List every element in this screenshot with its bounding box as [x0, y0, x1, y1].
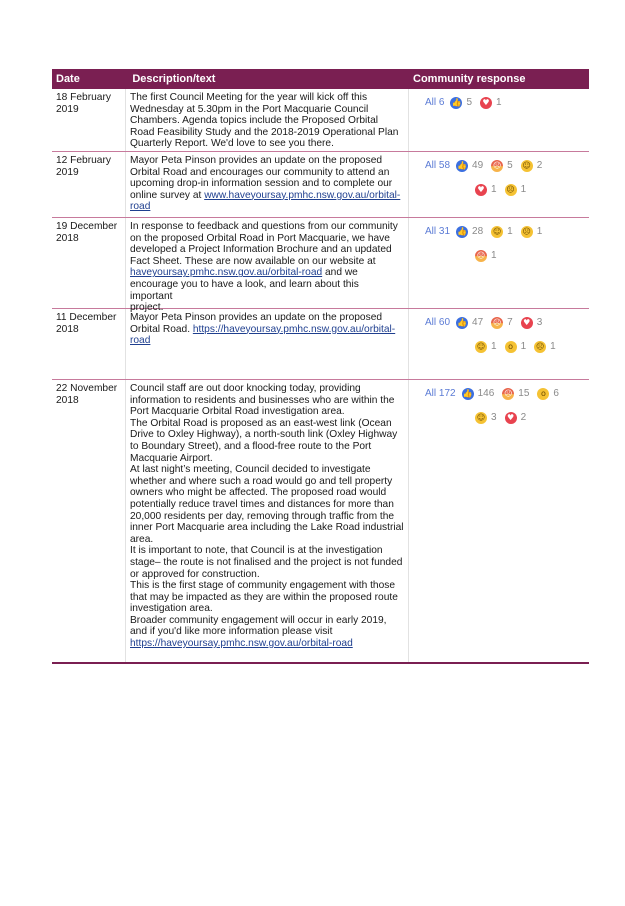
reaction-count: 3 — [536, 317, 543, 329]
reaction-count: 5 — [507, 160, 513, 172]
sad-face-icon: ☹ — [522, 227, 531, 236]
row-date: 11 December 2018 — [52, 309, 126, 379]
description-text: information to residents and businesses who are within the — [130, 394, 395, 406]
reaction-line — [425, 410, 589, 426]
thumbs-up-icon: 👍 — [462, 389, 473, 398]
reaction-love — [521, 317, 543, 329]
thumbs-up-icon: 👍 — [457, 227, 467, 236]
reaction-count: 1 — [491, 250, 497, 262]
reaction-haha — [475, 341, 497, 353]
description-text: whether and where such a road would go and tell property — [130, 475, 393, 487]
description-text: Drive to Oxley Highway), a north-south link (Oxley Highway — [130, 429, 398, 441]
survey-link[interactable]: road — [130, 335, 151, 347]
description-text: Macquarie Airport. — [130, 452, 213, 464]
reaction-like — [456, 226, 483, 238]
reaction-count: 146 — [477, 388, 495, 400]
description-text: Mayor Peta Pinson provides an update on the proposed — [130, 312, 383, 323]
description-text: on the proposed Orbital Road in Port Macquarie, we have — [130, 232, 390, 244]
description-text: It is important to note, that Council is at the investigation — [130, 545, 383, 557]
description-text: inner Port Macquarie area including the Lake Road industrial — [130, 522, 404, 534]
description-text: area. — [130, 533, 154, 545]
description-text: This is the first stage of community engagement with those — [130, 580, 395, 592]
reaction-line — [425, 95, 589, 111]
reaction-love — [480, 97, 502, 109]
reaction-count: 1 — [507, 226, 513, 238]
reaction-haha — [475, 412, 497, 424]
description-text: Wednesday at 5.30pm in the Port Macquarie Council — [130, 103, 369, 115]
sad-face-icon: ☹ — [535, 342, 545, 351]
reaction-count: 1 — [520, 184, 527, 196]
description-text: The first Council Meeting for the year will kick off this — [130, 92, 368, 103]
survey-link[interactable]: haveyoursay.pmhc.nsw.gov.au/orbital-road — [130, 267, 323, 279]
description-text: and if you'd like more information please visit — [130, 626, 333, 638]
survey-link[interactable]: https://haveyoursay.pmhc.nsw.gov.au/orbital- — [192, 323, 396, 335]
heart-icon: ♥ — [475, 184, 487, 196]
reaction-count: 1 — [491, 184, 497, 196]
row-description — [126, 89, 409, 151]
table-row — [52, 309, 589, 380]
reaction-angry — [491, 317, 513, 329]
description-text: owners who might be affected. The proposed road would — [130, 487, 387, 499]
reaction-like — [456, 317, 483, 329]
description-text: upcoming drop-in information session and to complete our — [130, 178, 393, 190]
thumbs-up-icon: 👍 — [457, 161, 467, 170]
reaction-count: 47 — [472, 317, 484, 329]
reaction-like — [462, 388, 495, 400]
row-description — [126, 309, 409, 379]
heart-icon: ♥ — [480, 97, 492, 109]
description-text: that may be impacted as they are within the proposed route — [130, 591, 398, 603]
reaction-count: 28 — [472, 226, 484, 238]
description-text: investigation area. — [130, 603, 213, 615]
thumbs-up-icon: 👍 — [451, 98, 462, 107]
reaction-line — [425, 339, 589, 355]
reaction-count: 1 — [496, 97, 502, 109]
row-community-response — [409, 218, 589, 308]
angry-face-icon: ☹ — [476, 251, 486, 260]
reaction-sad — [521, 226, 543, 238]
reaction-count: 3 — [491, 412, 497, 424]
reaction-line — [425, 224, 589, 240]
row-description — [126, 380, 409, 662]
reaction-count: 49 — [472, 160, 484, 172]
description-text: Orbital Road. — [130, 323, 193, 335]
description-text: Quarterly Report. We'd love to see you there. — [130, 138, 334, 150]
reaction-count: 1 — [491, 341, 497, 353]
row-description — [126, 152, 409, 217]
description-text: Orbital Road and encourages our community to attend an — [130, 166, 390, 178]
reaction-count: 5 — [466, 97, 473, 109]
description-text: or approved for construction. — [130, 568, 260, 580]
description-text: At last night’s meeting, Council decided to investigate — [130, 464, 371, 476]
reaction-line — [425, 386, 589, 402]
reaction-wow — [505, 341, 527, 353]
heart-icon: ♥ — [505, 412, 517, 424]
description-text: Chambers. Agenda topics include the Proposed Orbital — [130, 115, 379, 127]
table-row — [52, 218, 589, 314]
description-text: project. — [130, 302, 164, 314]
reaction-like — [456, 160, 483, 172]
row-date: 22 November 2018 — [52, 380, 126, 662]
description-text: to Boundary Street), and a flood-free route to the Port — [130, 440, 372, 452]
description-text: The Orbital Road is proposed as an east-west link (Ocean — [130, 417, 392, 429]
table-row — [52, 152, 589, 218]
angry-face-icon: ☹ — [504, 389, 513, 398]
description-text: encourage you to have a look, and learn about this important — [130, 278, 359, 302]
row-date: 12 February 2019 — [52, 152, 126, 217]
heart-icon: ♥ — [521, 317, 533, 329]
reaction-love — [475, 184, 497, 196]
all-reactions-count: All 58 — [425, 160, 451, 172]
survey-link[interactable]: www.haveyoursay.pmhc.nsw.gov.au/orbital- — [204, 189, 401, 201]
description-text: In response to feedback and questions from our community — [130, 221, 398, 232]
description-text: developed a Project Information Brochure and an updated — [130, 244, 392, 256]
all-reactions-count: All 6 — [425, 97, 445, 109]
surprised-face-icon: o — [505, 341, 517, 353]
description-text: and we — [322, 267, 358, 279]
row-community-response — [409, 89, 589, 151]
reaction-wow — [537, 388, 559, 400]
survey-link[interactable]: https://haveyoursay.pmhc.nsw.gov.au/orbital-road — [130, 638, 353, 650]
reaction-line — [425, 248, 589, 264]
table-header — [52, 69, 589, 89]
description-text: Mayor Peta Pinson provides an update on the proposed — [130, 155, 383, 166]
reaction-count: 2 — [520, 412, 527, 424]
surprised-face-icon: o — [537, 388, 549, 400]
table-row — [52, 380, 589, 664]
reaction-like — [450, 97, 472, 109]
description-text: Road Feasibility Study and the 2018-2019 Operational Plan — [130, 126, 399, 138]
all-reactions-count: All 31 — [425, 226, 451, 238]
laughing-face-icon: ☺ — [476, 413, 486, 422]
row-community-response — [409, 380, 589, 662]
reaction-count: 6 — [553, 388, 559, 400]
reaction-angry — [502, 388, 529, 400]
description-text: Council staff are out door knocking today, providing — [130, 383, 361, 394]
laughing-face-icon: ☺ — [476, 342, 486, 351]
header-date: Date — [56, 73, 80, 85]
reaction-angry — [475, 250, 497, 262]
row-date: 19 December 2018 — [52, 218, 126, 308]
survey-link[interactable]: road — [130, 201, 151, 213]
angry-face-icon: ☹ — [492, 318, 502, 327]
reaction-count: 1 — [536, 226, 543, 238]
laughing-face-icon: ☺ — [522, 161, 531, 170]
row-date: 18 February 2019 — [52, 89, 126, 151]
table-row — [52, 89, 589, 152]
description-text: Fact Sheet. These are now available on our website at — [130, 255, 376, 267]
reaction-line — [425, 158, 589, 174]
reaction-sad — [534, 341, 556, 353]
angry-face-icon: ☹ — [492, 161, 502, 170]
reaction-count: 7 — [507, 317, 513, 329]
description-text: potentially reduce travel times and distances for more than — [130, 498, 394, 510]
sad-face-icon: ☹ — [506, 185, 515, 194]
reaction-count: 2 — [536, 160, 543, 172]
row-community-response — [409, 309, 589, 379]
header-community-response: Community response — [413, 73, 526, 85]
reaction-count: 1 — [550, 341, 556, 353]
community-response-table — [52, 69, 589, 664]
description-text: 20,000 residents per day, removing through traffic from the — [130, 510, 395, 522]
reaction-line — [425, 182, 589, 198]
laughing-face-icon: ☺ — [492, 227, 502, 236]
reaction-haha — [491, 226, 513, 238]
all-reactions-count: All 60 — [425, 317, 451, 329]
all-reactions-count: All 172 — [425, 388, 456, 400]
reaction-angry — [491, 160, 513, 172]
header-description: Description/text — [132, 73, 216, 85]
thumbs-up-icon: 👍 — [457, 318, 467, 327]
description-text: stage– the route is not finalised and the project is not funded — [130, 556, 403, 568]
row-description — [126, 218, 409, 314]
reaction-count: 15 — [518, 388, 530, 400]
reaction-love — [505, 412, 527, 424]
row-community-response — [409, 152, 589, 217]
reaction-count: 1 — [520, 341, 527, 353]
reaction-haha — [521, 160, 543, 172]
description-text: Broader community engagement will occur in early 2019, — [130, 614, 387, 626]
description-text: Port Macquarie Orbital Road investigation area. — [130, 406, 345, 418]
reaction-sad — [505, 184, 527, 196]
reaction-line — [425, 315, 589, 331]
description-text: online survey at — [130, 189, 205, 201]
